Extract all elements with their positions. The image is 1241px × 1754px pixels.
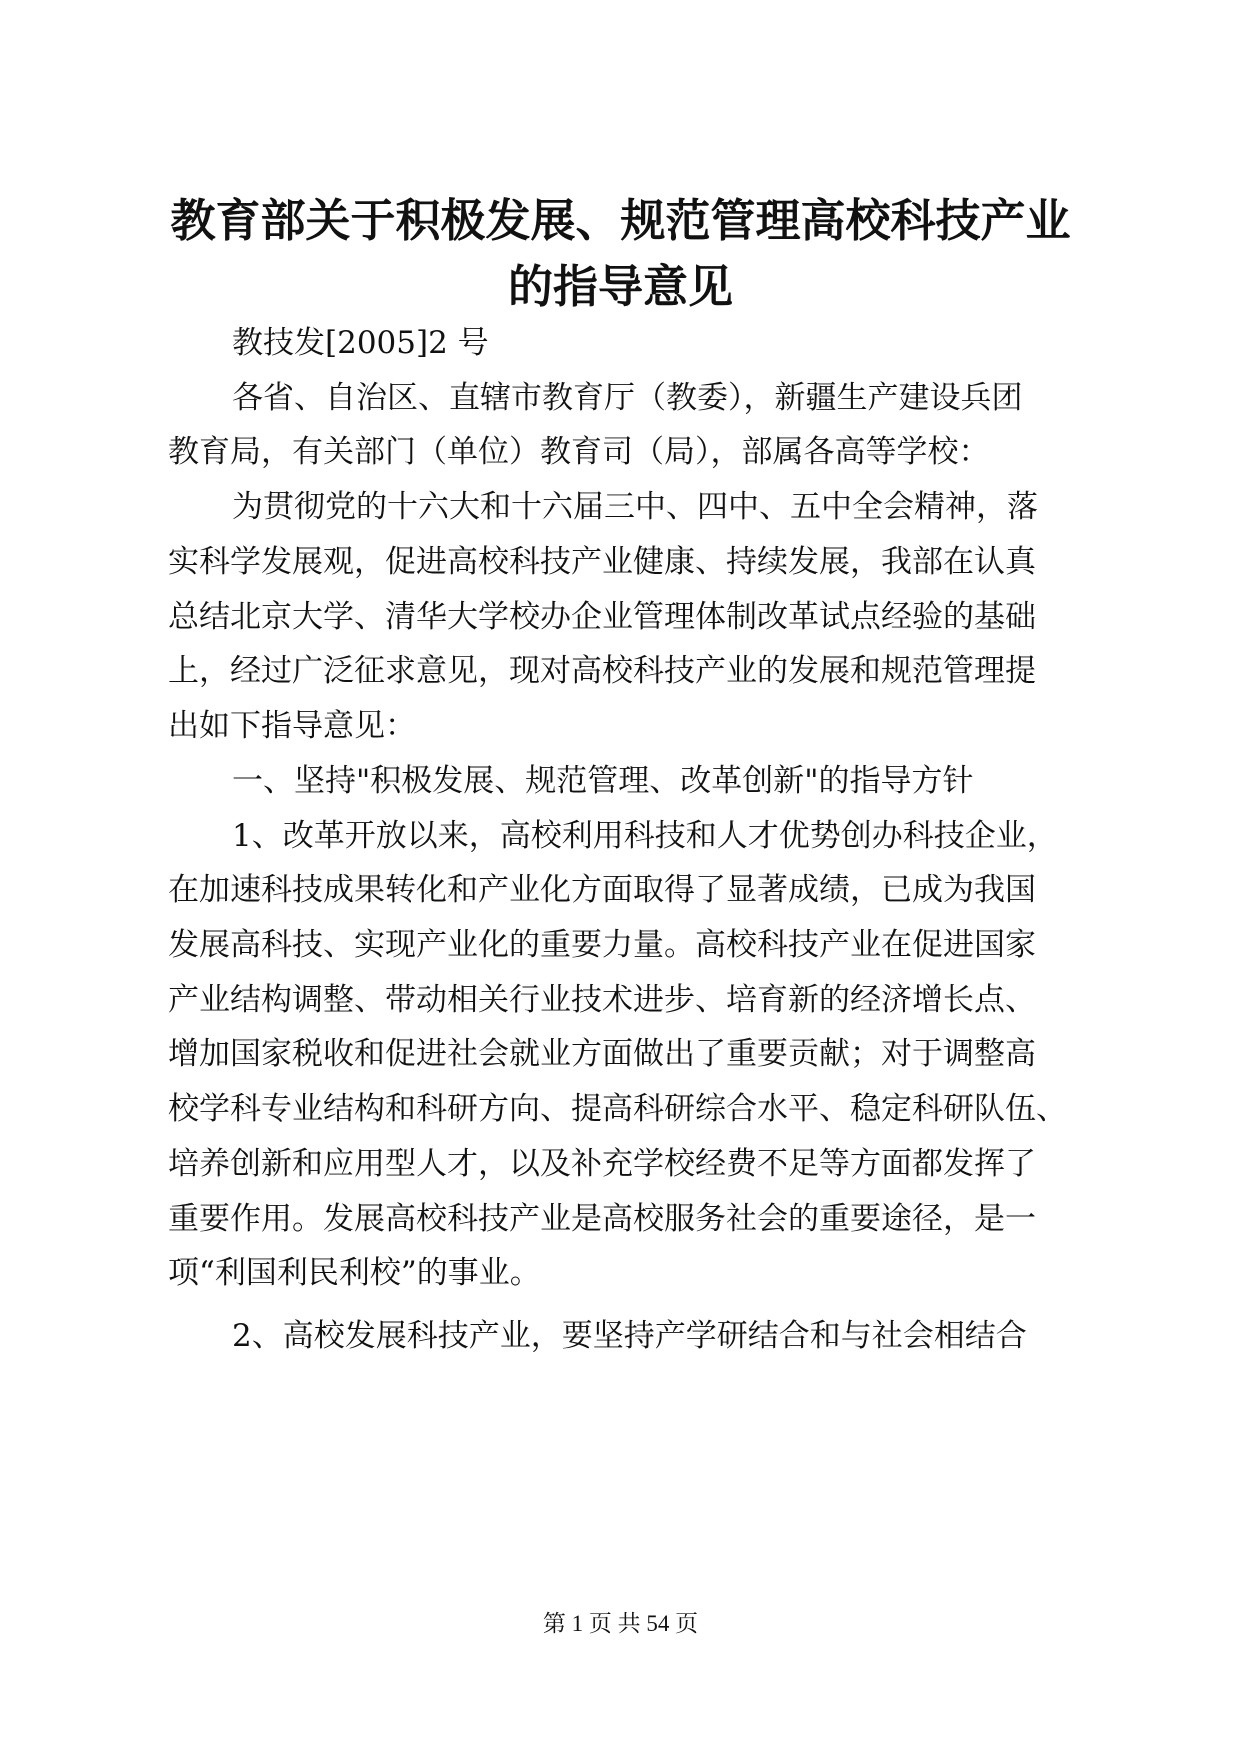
text-line: 培养创新和应用型人才，以及补充学校经费不足等方面都发挥了 — [168, 1146, 1036, 1182]
text-line: 上，经过广泛征求意见，现对高校科技产业的发展和规范管理提 — [168, 653, 1036, 689]
document-number: 教技发[2005]2 号 — [232, 325, 489, 361]
section-heading: 一、坚持"积极发展、规范管理、改革创新"的指导方针 — [232, 763, 974, 799]
text-line: 各省、自治区、直辖市教育厅（教委），新疆生产建设兵团 — [232, 380, 1023, 416]
text-line: 发展高科技、实现产业化的重要力量。高校科技产业在促进国家 — [168, 927, 1036, 963]
page-footer: 第 1 页 共 54 页 — [542, 1611, 699, 1636]
text-line: 1、改革开放以来，高校利用科技和人才优势创办科技企业， — [232, 818, 1058, 854]
text-line: 出如下指导意见： — [168, 708, 416, 744]
text-line: 产业结构调整、带动相关行业技术进步、培育新的经济增长点、 — [168, 982, 1036, 1018]
text-line: 项“利国利民利校”的事业。 — [168, 1255, 541, 1291]
text-line: 校学科专业结构和科研方向、提高科研综合水平、稳定科研队伍、 — [168, 1091, 1067, 1127]
text-line: 实科学发展观，促进高校科技产业健康、持续发展，我部在认真 — [168, 544, 1036, 580]
text-line: 总结北京大学、清华大学校办企业管理体制改革试点经验的基础 — [168, 599, 1036, 635]
text-line: 重要作用。发展高校科技产业是高校服务社会的重要途径，是一 — [168, 1201, 1036, 1237]
document-title-line-2: 的指导意见 — [507, 260, 733, 313]
text-line: 教育局，有关部门（单位）教育司（局），部属各高等学校： — [168, 434, 990, 470]
document-title-line-1: 教育部关于积极发展、规范管理高校科技产业 — [170, 194, 1071, 247]
text-line: 增加国家税收和促进社会就业方面做出了重要贡献；对于调整高 — [168, 1036, 1036, 1072]
text-line: 在加速科技成果转化和产业化方面取得了显著成绩，已成为我国 — [168, 872, 1036, 908]
text-line: 为贯彻党的十六大和十六届三中、四中、五中全会精神，落 — [232, 489, 1038, 525]
text-line: 2、高校发展科技产业，要坚持产学研结合和与社会相结合 — [232, 1318, 1027, 1354]
